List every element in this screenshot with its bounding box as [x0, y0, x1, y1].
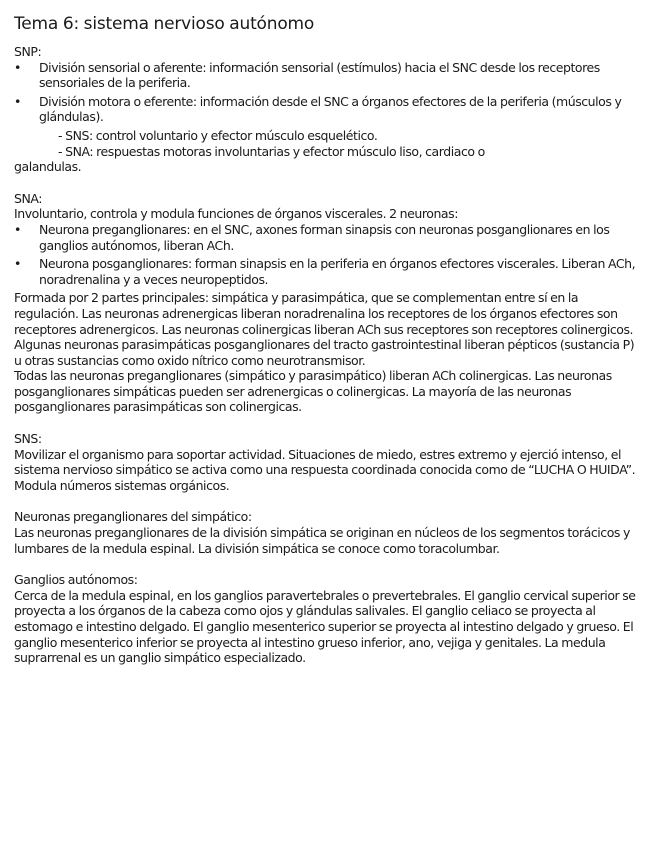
- sna-paragraph: Formada por 2 partes principales: simpática y parasimpática, que se complementan entre sí en la regulación. Las neuronas adrenergicas liberan noradrenalina los receptores de los órganos efectores son receptores adrenergicos. Las neuronas colinergicas liberan ACh sus receptores son receptores colinergicos.: [14, 290, 634, 337]
- sns-heading: SNS:: [14, 431, 42, 447]
- sna-paragraph: Algunas neuronas parasimpáticas posganglionares del tracto gastrointestinal liberan pépticos (sustancia P) u otras sustancias como oxido nítrico como neurotransmisor.: [14, 337, 635, 368]
- list-item: • División sensorial o aferente: información sensorial (estímulos) hacia el SNC desde los receptores sensoriales de la periferia.: [14, 59, 600, 91]
- ganglios-paragraph: Cerca de la medula espinal, en los ganglios paravertebrales o prevertebrales. El ganglio cervical superior se proyecta a los órganos de la cabeza como ojos y glándulas salivales. El ganglio celiaco se proyecta al estomago e intestino delgado. El ganglio mesenterico superior se proyecta al intestino delgado y grueso. El ganglio mesenterico inferior se proyecta al intestino grueso inferior, ano, vejiga y genitales. La medula suprarrenal es un ganglio simpático especializado.: [14, 587, 636, 666]
- bullet-icon: •: [14, 93, 21, 109]
- sns-subitem: - SNS: control voluntario y efector músculo esquelético.: [58, 127, 378, 143]
- sns-paragraph: Movilizar el organismo para soportar actividad. Situaciones de miedo, estres extremo y ejerció intenso, el sistema nervioso simpático se activa como una respuesta coordinada conocida como de “LUCHA O HUIDA”. Modula números sistemas orgánicos.: [14, 446, 636, 493]
- spacer: [14, 175, 644, 191]
- preganglionares-heading: Neuronas preganglionares del simpático:: [14, 509, 252, 525]
- page-title: Tema 6: sistema nervioso autónomo: [14, 14, 315, 34]
- spacer: [14, 493, 644, 509]
- bullet-icon: •: [14, 59, 21, 75]
- list-item: • Neurona preganglionares: en el SNC, axones forman sinapsis con neuronas posganglionares en los ganglios autónomos, liberan ACh.: [14, 221, 610, 253]
- sna-subitem: - SNA: respuestas motoras involuntarias y efector músculo liso, cardiaco o: [58, 143, 485, 159]
- sna-intro: Involuntario, controla y modula funciones de órganos viscerales. 2 neuronas:: [14, 206, 458, 222]
- snp-list: [14, 60, 644, 125]
- list-item: • Neurona posganglionares: forman sinapsis en la periferia en órganos efectores viscerales. Liberan ACh, noradrenalina y a veces neuropeptidos.: [14, 256, 636, 287]
- sna-subitem-continuation: galandulas.: [14, 159, 82, 175]
- bullet-icon: •: [14, 221, 21, 237]
- bullet-icon: •: [14, 256, 21, 272]
- sna-heading: SNA:: [14, 190, 43, 206]
- list-item: • División motora o eferente: información desde el SNC a órganos efectores de la periferia (músculos y glándulas).: [14, 93, 622, 125]
- spacer: [14, 556, 644, 572]
- ganglios-heading: Ganglios autónomos:: [14, 572, 138, 588]
- snp-heading: SNP:: [14, 44, 42, 59]
- sna-list: [14, 222, 644, 287]
- sna-paragraph: Todas las neuronas preganglionares (simpático y parasimpático) liberan ACh colinergicas. Las neuronas posganglionares simpáticas pueden ser adrenergicas o colinergicas. La mayoría de las neuronas posganglionares parasimpáticas son colinergicas.: [14, 368, 612, 415]
- spacer: [14, 415, 644, 431]
- preganglionares-paragraph: Las neuronas preganglionares de la división simpática se originan en núcleos de los segmentos torácicos y lumbares de la medula espinal. La división simpática se conoce como toracolumbar.: [14, 525, 630, 556]
